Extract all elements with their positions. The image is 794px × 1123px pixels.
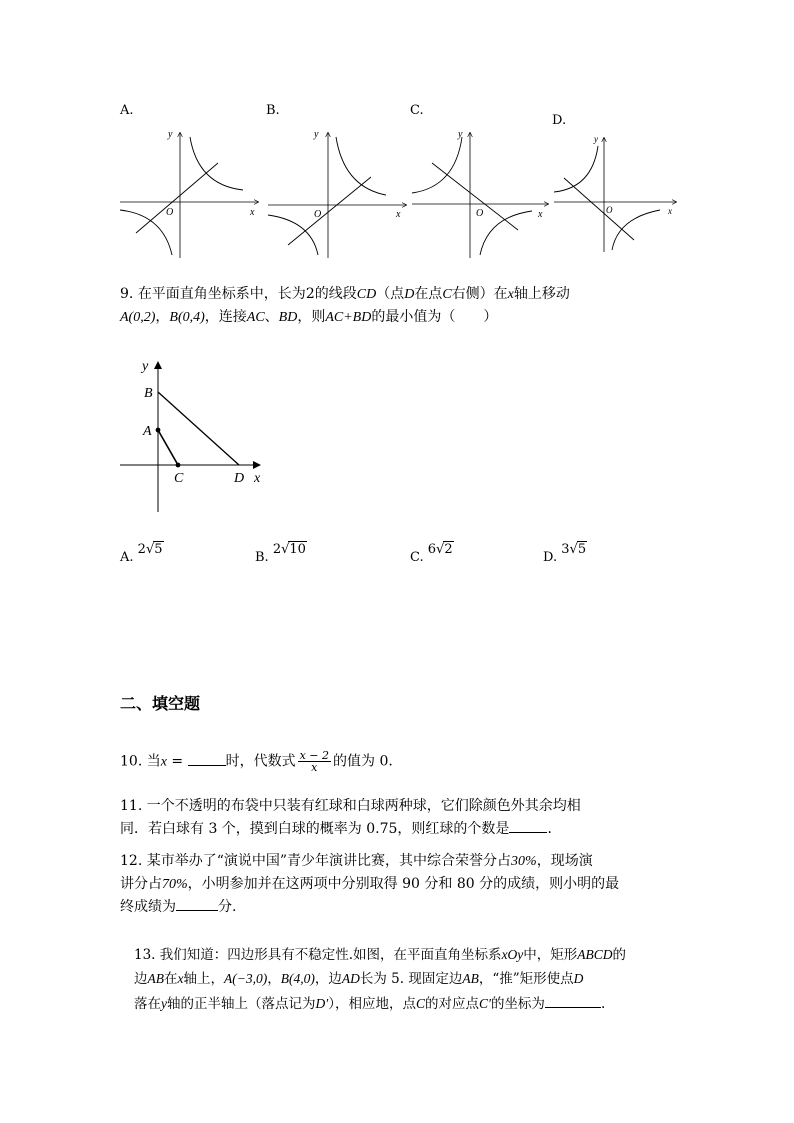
q9-length: 2 <box>305 286 315 302</box>
q13-text: 在 <box>164 971 178 987</box>
q13-text: 中，矩形 <box>523 947 578 963</box>
q13-x: x <box>177 971 184 986</box>
q9-point-b-coord: B(0,4) <box>169 310 205 325</box>
q12-text: ，小明参加并在这两项中分别取得 90 分和 80 分的成绩，则小明的最 <box>187 876 620 892</box>
q12-answer-blank[interactable] <box>176 896 218 911</box>
fraction-denominator: x <box>311 761 318 774</box>
x-label: x <box>254 471 261 486</box>
y-label: y <box>594 134 598 144</box>
y-label: y <box>314 129 319 140</box>
q13-text: 的 <box>612 947 627 963</box>
q9-segment-cd: CD <box>356 287 377 302</box>
q9-expression: AC+BD <box>325 310 372 325</box>
graph-option-b <box>266 125 411 260</box>
option-radicand: 5 <box>577 542 587 557</box>
option-label: D. <box>543 550 558 565</box>
line-graph <box>288 177 371 245</box>
hyperbola-branch-2 <box>120 210 172 255</box>
q13-xoy: xOy <box>501 947 524 962</box>
x-label: x <box>250 207 255 218</box>
q10-text: 当 <box>146 753 161 770</box>
q12-line3 <box>120 896 236 918</box>
hyperbola-branch-2 <box>336 137 386 195</box>
option-c-label: C. <box>410 103 424 118</box>
q13-text: 的坐标为 <box>490 996 545 1012</box>
option-coef: 2 <box>272 542 282 557</box>
q10-variable: x <box>160 754 167 770</box>
hyperbola-branch-1 <box>412 137 462 193</box>
q11-end: ． <box>547 821 562 837</box>
q10-text: 时，代数式 <box>225 753 296 770</box>
q13-text: ，边 <box>314 971 342 987</box>
y-label: y <box>458 129 463 140</box>
q13-answer-blank[interactable] <box>545 993 601 1008</box>
hyperbola-branch-1 <box>554 146 598 192</box>
q9-segment-bd: BD <box>278 310 298 325</box>
segment-ac <box>158 430 178 465</box>
q9-option-d[interactable]: D. 3√5 <box>543 542 587 565</box>
graph-option-c <box>410 125 552 260</box>
q9-text: 轴上移动 <box>513 286 570 302</box>
q10-answer-blank[interactable] <box>188 751 226 766</box>
option-coef: 3 <box>561 542 570 557</box>
option-radicand: 10 <box>289 542 306 557</box>
q13-text: 的对应点 <box>424 996 479 1012</box>
q9-option-c[interactable]: C. 6√2 <box>410 542 453 565</box>
q9-text: ，连接 <box>204 309 247 325</box>
q9-figure <box>118 352 278 517</box>
origin-label: O <box>476 208 484 219</box>
q9-line2 <box>120 306 497 329</box>
option-d-label: D. <box>552 113 567 128</box>
q12-text: 讲分占 <box>120 876 162 892</box>
fraction-numerator: x − 2 <box>299 749 329 762</box>
label-c: C <box>174 471 184 486</box>
q9-text: 、 <box>264 309 279 325</box>
q9-point-c: C <box>442 287 452 302</box>
q13-ad: AD <box>341 971 360 986</box>
q12-text: 12. 某市举办了“演说中国”青少年演讲比赛，其中综合荣誉分占 <box>120 853 512 869</box>
option-coef: 6 <box>427 542 437 557</box>
q9-text: 右侧）在 <box>451 286 508 302</box>
q9-text: （点 <box>376 286 405 302</box>
q9-text: 的线段 <box>314 286 357 302</box>
option-label: C. <box>410 550 424 565</box>
q9-text: ， <box>155 309 170 325</box>
q13-line1 <box>134 944 626 966</box>
point-c <box>176 463 181 468</box>
q12-text: 分. <box>218 899 237 915</box>
q13-text: 长为 5. 现固定边 <box>359 971 463 987</box>
q9-text: 在点 <box>414 286 443 302</box>
option-coef: 2 <box>137 542 146 557</box>
q13-end: . <box>600 996 606 1012</box>
q12-text: ，现场演 <box>536 853 593 869</box>
point-a <box>156 428 161 433</box>
q12-text: 终成绩为 <box>120 899 176 915</box>
q13-c: C <box>415 996 425 1011</box>
q9-point-a-coord: A(0,2) <box>120 310 156 325</box>
line-graph <box>136 163 218 233</box>
q9-text: 在平面直角坐标系中，长为 <box>137 286 306 302</box>
q13-point-b: B(4,0) <box>280 971 315 986</box>
option-radicand: 5 <box>154 542 163 557</box>
q13-c-prime: C′ <box>478 996 491 1011</box>
q13-text: ，“推”矩形使点 <box>478 971 574 987</box>
q10 <box>120 750 393 774</box>
q9-x-axis: x <box>507 287 514 302</box>
origin-label: O <box>606 205 613 215</box>
graph-option-d <box>552 132 680 254</box>
q9-segment-ac: AC <box>246 310 265 325</box>
q13-text: 边 <box>134 971 148 987</box>
q13-ab: AB <box>147 971 164 986</box>
q10-equals: = <box>166 753 188 770</box>
q10-text: 的值为 0. <box>333 753 393 770</box>
segment-bd <box>158 392 239 465</box>
x-label: x <box>396 209 401 220</box>
q11-answer-blank[interactable] <box>509 818 547 833</box>
x-label: x <box>668 206 672 216</box>
graph-option-a <box>118 125 263 260</box>
hyperbola-branch-2 <box>480 211 532 255</box>
q13-d-prime: D′ <box>315 996 329 1011</box>
option-label: B. <box>255 550 269 565</box>
q13-rect: ABCD <box>577 947 613 962</box>
q13-line2 <box>134 968 583 990</box>
q13-point-a: A(−3,0) <box>224 971 268 986</box>
q9-number: 9. <box>120 286 134 302</box>
q11-text: 同．若白球有 3 个，摸到白球的概率为 0.75，则红球的个数是 <box>120 821 510 837</box>
label-a: A <box>143 424 152 439</box>
hyperbola-branch-2 <box>612 210 660 250</box>
q13-text: 13. 我们知道：四边形具有不稳定性.如图，在平面直角坐标系 <box>134 947 502 963</box>
x-label: x <box>538 209 543 220</box>
hyperbola-branch-1 <box>190 137 243 190</box>
q13-d: D <box>573 971 584 986</box>
q13-ab: AB <box>462 971 479 986</box>
q13-text: 轴的正半轴上（落点记为 <box>167 996 316 1012</box>
option-radicand: 2 <box>444 542 453 557</box>
section-heading: 二、填空题 <box>120 694 201 713</box>
line-graph <box>564 178 634 240</box>
q9-line1 <box>120 283 570 306</box>
line-graph <box>432 163 518 230</box>
q9-option-b[interactable]: B. 2√10 <box>255 542 306 565</box>
q13-text: 轴上， <box>183 971 224 987</box>
q11-line2 <box>120 818 561 840</box>
q13-text: ， <box>267 971 281 987</box>
q12-line1 <box>120 850 593 873</box>
q12-percent-2: 70% <box>162 877 188 892</box>
option-a-label: A. <box>120 103 134 118</box>
q10-number: 10. <box>120 753 143 770</box>
q11-line1: 11. 一个不透明的布袋中只装有红球和白球两种球，它们除颜色外其余均相 <box>120 798 581 814</box>
option-b-label: B. <box>266 103 280 118</box>
q13-text: 落在 <box>134 996 161 1012</box>
q13-line3 <box>134 993 605 1015</box>
option-label: A. <box>120 550 134 565</box>
y-label: y <box>142 359 149 374</box>
hyperbola-branch-1 <box>268 215 318 255</box>
origin-label: O <box>314 209 322 220</box>
q12-line2 <box>120 873 619 896</box>
label-b: B <box>144 386 153 401</box>
q13-text: ），相应地，点 <box>328 996 416 1012</box>
q10-fraction <box>298 750 331 773</box>
q9-text: 的最小值为（ ） <box>371 309 498 325</box>
label-d: D <box>234 471 245 486</box>
q9-text: ，则 <box>297 309 326 325</box>
q9-option-a[interactable]: A. 2√5 <box>120 542 163 565</box>
y-label: y <box>168 129 173 140</box>
q12-percent-1: 30% <box>511 854 537 869</box>
origin-label: O <box>166 207 174 218</box>
q9-point-d: D <box>404 287 415 302</box>
q13-y: y <box>161 996 167 1011</box>
